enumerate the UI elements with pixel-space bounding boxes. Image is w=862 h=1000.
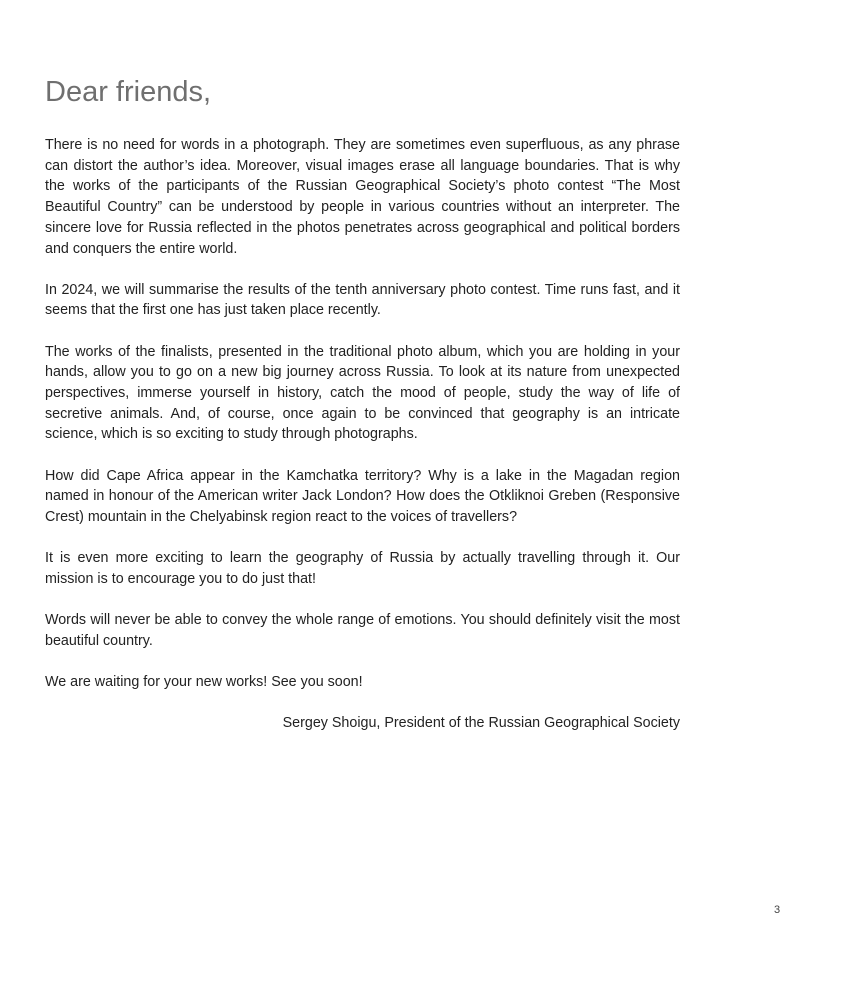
paragraph-mission: It is even more exciting to learn the geography of Russia by actually travelling through it. Our mission is to encourage you to do just that! xyxy=(45,550,680,587)
paragraph-anniversary: In 2024, we will summarise the results of the tenth anniversary photo contest. Time runs fast, and it seems that the first one has just taken place recently. xyxy=(45,281,680,319)
page-number: 3 xyxy=(774,904,781,916)
paragraph-album: The works of the finalists, presented in the traditional photo album, which you are holding in your hands, allow you to go on a new big journey across Russia. To look at its nature from unexpected perspectives, immerse yourself in history, catch the mood of people, study the way of life of secretive animals. And, of course, once again to be convinced that geography is an intricate science, which is so exciting to study through photographs. xyxy=(45,343,680,443)
paragraph-closing: We are waiting for your new works! See you soon! xyxy=(45,674,363,691)
signature: Sergey Shoigu, President of the Russian Geographical Society xyxy=(282,715,680,732)
letter-heading: Dear friends, xyxy=(45,76,212,108)
paragraph-intro: There is no need for words in a photograph. They are sometimes even superfluous, as any phrase can distort the author’s idea. Moreover, visual images erase all language boundaries. That is why the works of the participants of the Russian Geographical Society’s photo contest “The Most Beautiful Country” can be understood by people in various countries without an interpreter. The sincere love for Russia reflected in the photos penetrates across geographical and political borders and conquers the entire world. xyxy=(45,137,680,257)
letter-body xyxy=(45,135,680,734)
paragraph-emotions: Words will never be able to convey the whole range of emotions. You should definitely visit the most beautiful country. xyxy=(45,612,680,649)
paragraph-questions: How did Cape Africa appear in the Kamchatka territory? Why is a lake in the Magadan region named in honour of the American writer Jack London? How does the Otkliknoi Greben (Responsive Crest) mountain in the Chelyabinsk region react to the voices of travellers? xyxy=(45,467,680,526)
